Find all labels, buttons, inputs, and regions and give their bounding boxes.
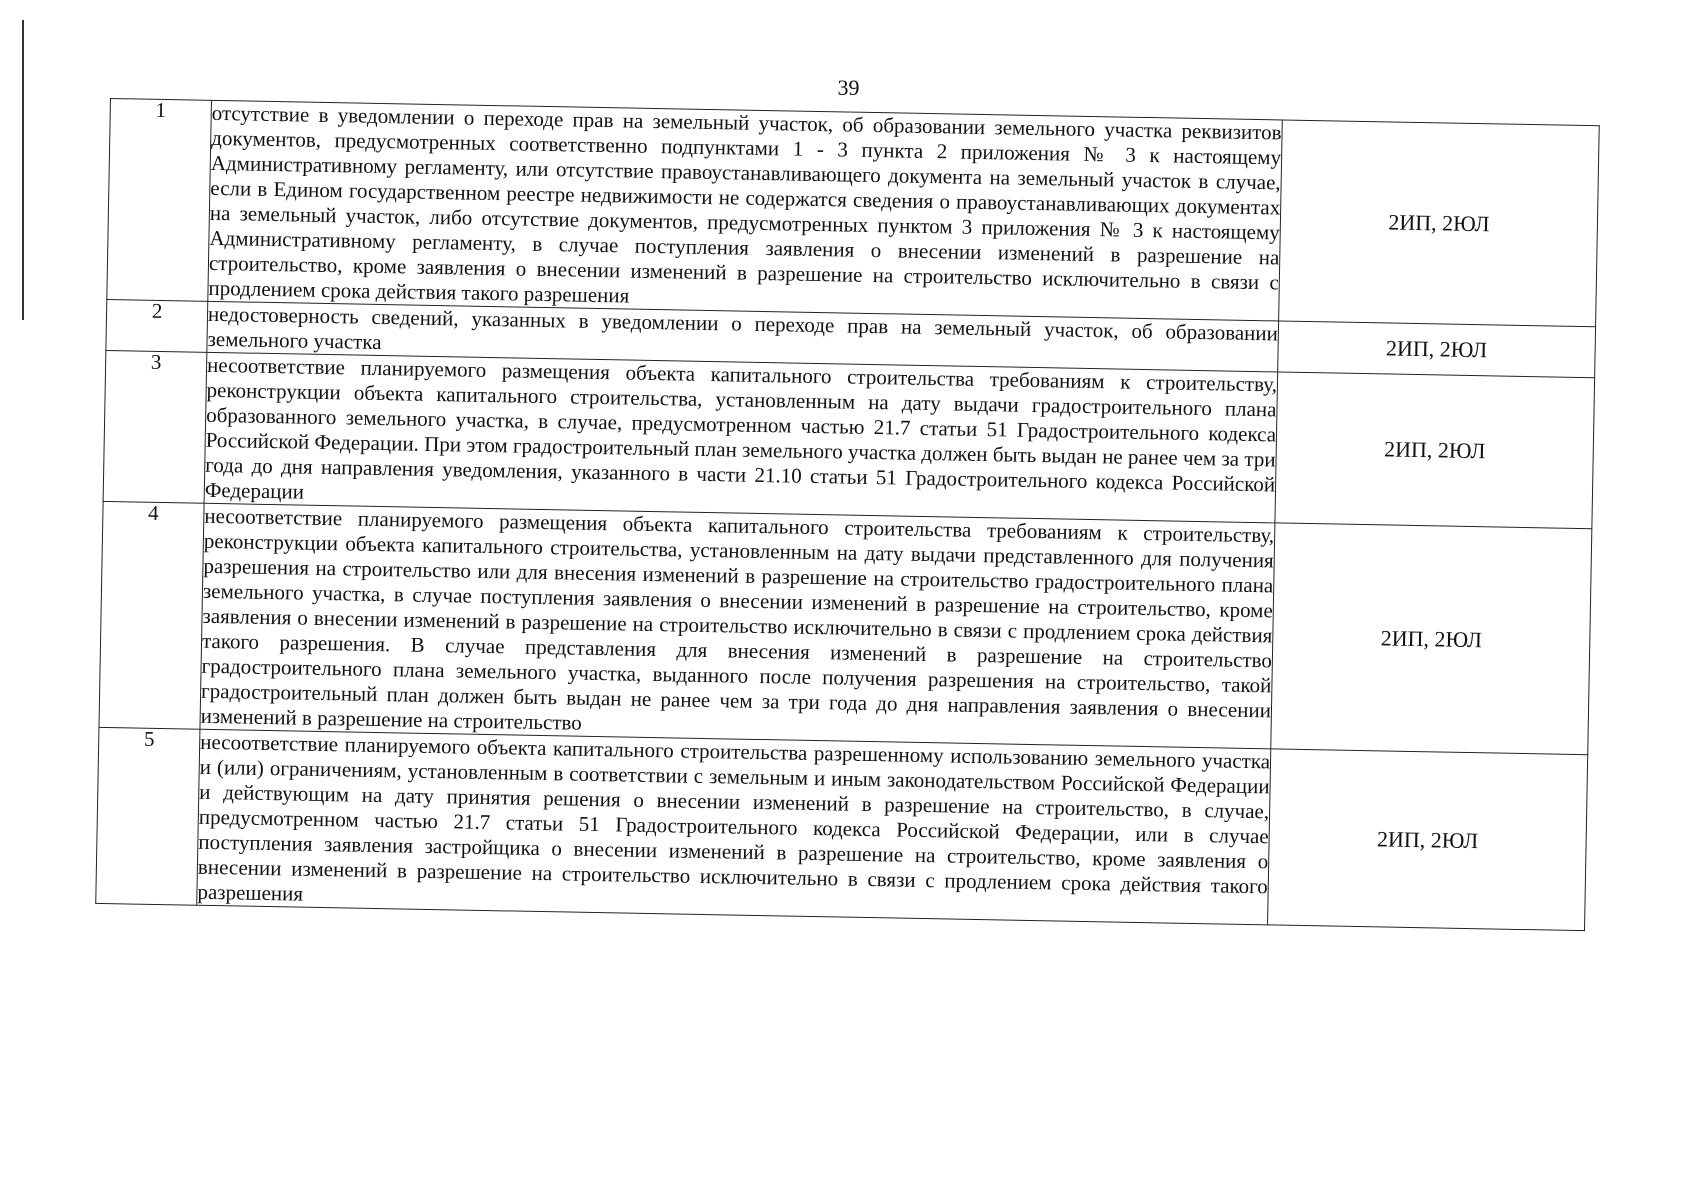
margin-line bbox=[22, 20, 24, 320]
row-text: несоответствие планируемого размещения объекта капитального строительства требованиям к строительству, реконструкции объекта капитального строительства, установленным на дату выдачи представленного для получения разрешения на строительство или для внесения изменений в разрешение на строительство градостроительного плана земельного участка, в случае поступления заявления о внесении изменений в разрешение на строительство, кроме заявления о внесении изменений в разрешение на строительство исключительно в связи с продлением срока действия такого разрешения. В случае представления для внесения изменений в разрешение на строительство градостроительного плана земельного участка, выданного после получения разрешения на строительство, такой градостроительный план должен быть выдан не ранее чем за три года до дня направления заявления о внесении изменений в разрешение на строительство bbox=[200, 503, 1275, 749]
row-text: несоответствие планируемого размещения объекта капитального строительства требованиям к строительству, реконструкции объекта капитального строительства, установленным на дату выдачи градостроительного плана образованного земельного участка, в случае, предусмотренном частью 21.7 статьи 51 Градостроительного кодекса Российской Федерации. При этом градостроительный план земельного участка должен быть выдан не ранее чем за три года до дня направления уведомления, указанного в части 21.10 статьи 51 Градостроительного кодекса Российской Федерации bbox=[204, 352, 1278, 523]
row-number: 2 bbox=[106, 299, 208, 352]
table-row bbox=[99, 501, 1592, 754]
row-result: 2ИП, 2ЮЛ bbox=[1278, 321, 1596, 378]
table-row bbox=[103, 350, 1595, 528]
row-number: 1 bbox=[107, 99, 212, 302]
row-text: недостоверность сведений, указанных в уведомлении о переходе прав на земельный участок, об образовании земельного участка bbox=[207, 301, 1279, 372]
page-number: 39 bbox=[837, 75, 860, 100]
row-text: отсутствие в уведомлении о переходе прав на земельный участок, об образовании земельного участка реквизитов документов, предусмотренных соответственно подпунктами 1 - 3 пункта 2 приложения № 3 к настоящему Административному регламенту, или отсутствие правоустанавливающего документа на земельный участок в случае, если в Едином государственном реестре недвижимости не содержатся сведения о правоустанавливающих документах на земельный участок, либо отсутствие документов, предусмотренных пунктом 3 приложения № 3 к настоящему Административному регламенту, в случае поступления заявления о внесении изменений в разрешение на строительство, кроме заявления о внесении изменений в разрешение на строительство исключительно в связи с продлением срока действия такого разрешения bbox=[208, 100, 1283, 321]
row-result: 2ИП, 2ЮЛ bbox=[1275, 372, 1595, 529]
table-row bbox=[107, 99, 1599, 327]
row-result: 2ИП, 2ЮЛ bbox=[1268, 749, 1588, 931]
row-text: несоответствие планируемого объекта капитального строительства разрешенному использованию земельного участка и (или) ограничениям, установленным в соответствии с земельным и иным законодательством Российской Федерации и действующим на дату принятия решения о внесении изменений в разрешение на строительство, в случае, предусмотренном частью 21.7 статьи 51 Градостроительного кодекса Российской Федерации, или в случае поступления заявления застройщика о внесении изменений в разрешение на строительство, кроме заявления о внесении изменений в разрешение на строительство исключительно в связи с продлением срока действия такого разрешения bbox=[197, 729, 1271, 925]
row-result: 2ИП, 2ЮЛ bbox=[1271, 523, 1592, 755]
document-page bbox=[95, 98, 1600, 931]
table-row bbox=[96, 727, 1588, 930]
row-result: 2ИП, 2ЮЛ bbox=[1279, 120, 1600, 327]
document-table bbox=[95, 98, 1600, 931]
row-number: 4 bbox=[99, 501, 204, 729]
row-number: 3 bbox=[103, 350, 207, 503]
row-number: 5 bbox=[96, 727, 200, 905]
